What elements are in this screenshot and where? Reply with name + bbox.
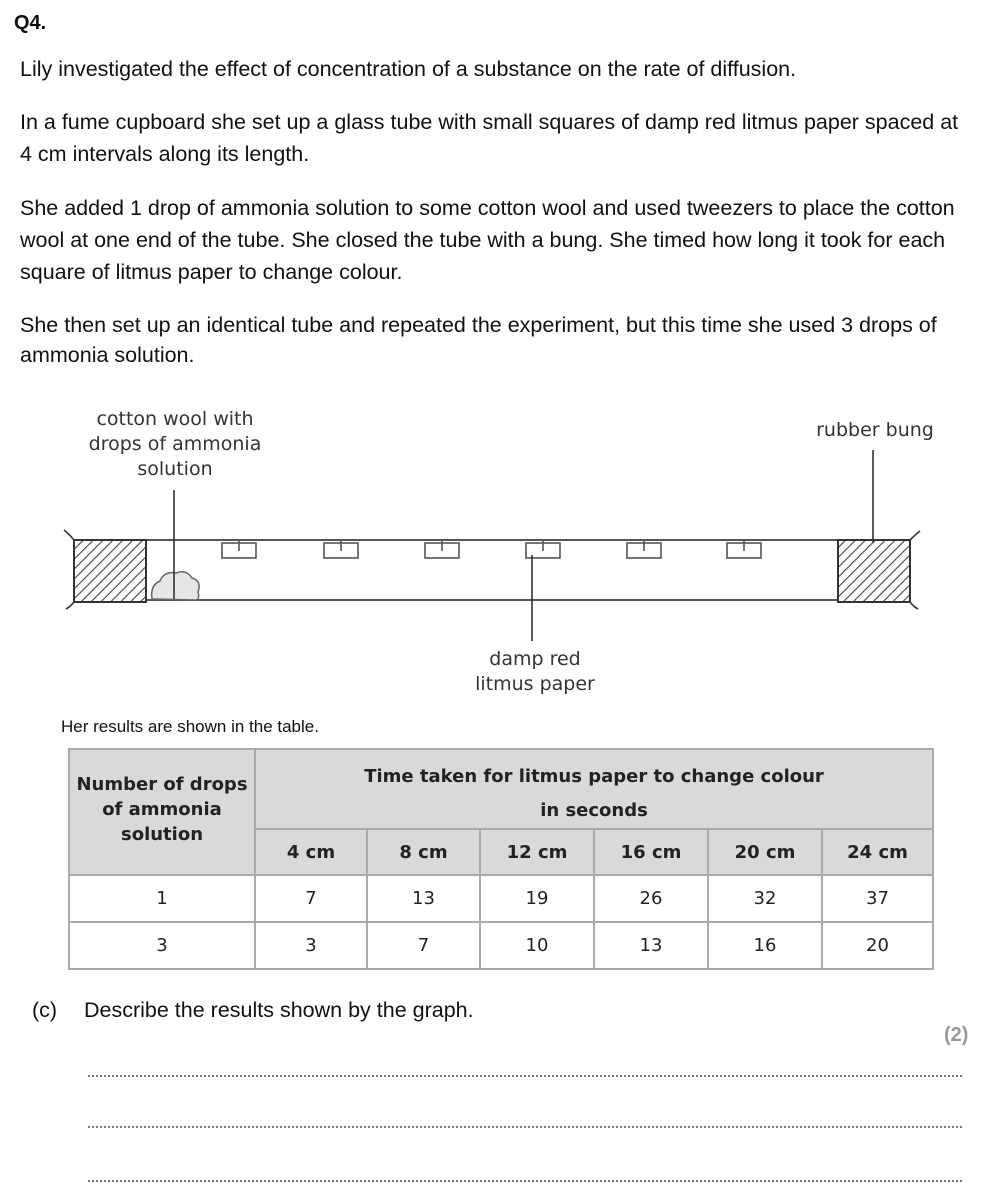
- time-cell: 26: [594, 875, 708, 922]
- question-number: Q4.: [14, 12, 47, 34]
- distance-header: 20 cm: [708, 829, 822, 875]
- results-table: [68, 748, 934, 970]
- litmus-square-4: [526, 540, 560, 558]
- table-row: [69, 875, 933, 922]
- time-cell: 3: [255, 922, 367, 969]
- drops-column-header: Number of drops of ammonia solution: [69, 749, 255, 875]
- time-cell: 10: [480, 922, 594, 969]
- time-cell: 7: [255, 875, 367, 922]
- rubber-bung-label: rubber bung: [816, 419, 934, 441]
- litmus-paper-label: damp red litmus paper: [475, 648, 595, 695]
- intro-paragraph-2: In a fume cupboard she set up a glass tube with small squares of damp red litmus paper spaced at 4 cm intervals along its length.: [20, 110, 959, 166]
- time-cell: 32: [708, 875, 822, 922]
- distance-header: 12 cm: [480, 829, 594, 875]
- cotton-wool: [152, 572, 199, 600]
- distance-header: 8 cm: [367, 829, 480, 875]
- intro-paragraph-1: Lily investigated the effect of concentration of a substance on the rate of diffusion.: [20, 57, 797, 81]
- right-bung: [838, 531, 920, 609]
- answer-line-1[interactable]: [88, 1075, 962, 1077]
- litmus-square-3: [425, 540, 459, 558]
- intro-paragraph-3: She added 1 drop of ammonia solution to some cotton wool and used tweezers to place the cotton wool at one end of the tube. She closed the tube with a bung. She timed how long it took for each square of litmus paper to change colour.: [20, 196, 955, 284]
- litmus-square-1: [222, 540, 256, 558]
- time-cell: 20: [822, 922, 933, 969]
- time-cell: 13: [367, 875, 480, 922]
- time-cell: 13: [594, 922, 708, 969]
- answer-line-2[interactable]: [88, 1126, 962, 1128]
- time-cell: 37: [822, 875, 933, 922]
- part-letter: (c): [32, 998, 58, 1022]
- drops-cell: 1: [69, 875, 255, 922]
- results-table-wrapper: [68, 748, 932, 961]
- litmus-square-5: [627, 540, 661, 558]
- table-row: [69, 922, 933, 969]
- time-header: Time taken for litmus paper to change colour in seconds: [255, 749, 933, 829]
- results-intro: Her results are shown in the table.: [61, 717, 319, 736]
- question-part-c: [32, 998, 474, 1023]
- apparatus-diagram: [0, 395, 1000, 705]
- left-bung: [64, 530, 146, 609]
- drops-cell: 3: [69, 922, 255, 969]
- part-prompt: Describe the results shown by the graph.: [84, 998, 474, 1022]
- time-cell: 19: [480, 875, 594, 922]
- distance-header: 24 cm: [822, 829, 933, 875]
- distance-header: 4 cm: [255, 829, 367, 875]
- cotton-wool-label: cotton wool with drops of ammonia solution: [88, 408, 262, 480]
- intro-paragraph-4: She then set up an identical tube and repeated the experiment, but this time she used 3 drops of ammonia solution.: [20, 313, 937, 367]
- time-cell: 7: [367, 922, 480, 969]
- marks-indicator: (2): [944, 1024, 969, 1046]
- answer-line-3[interactable]: [88, 1180, 962, 1182]
- distance-header: 16 cm: [594, 829, 708, 875]
- time-cell: 16: [708, 922, 822, 969]
- litmus-square-2: [324, 540, 358, 558]
- litmus-square-6: [727, 540, 761, 558]
